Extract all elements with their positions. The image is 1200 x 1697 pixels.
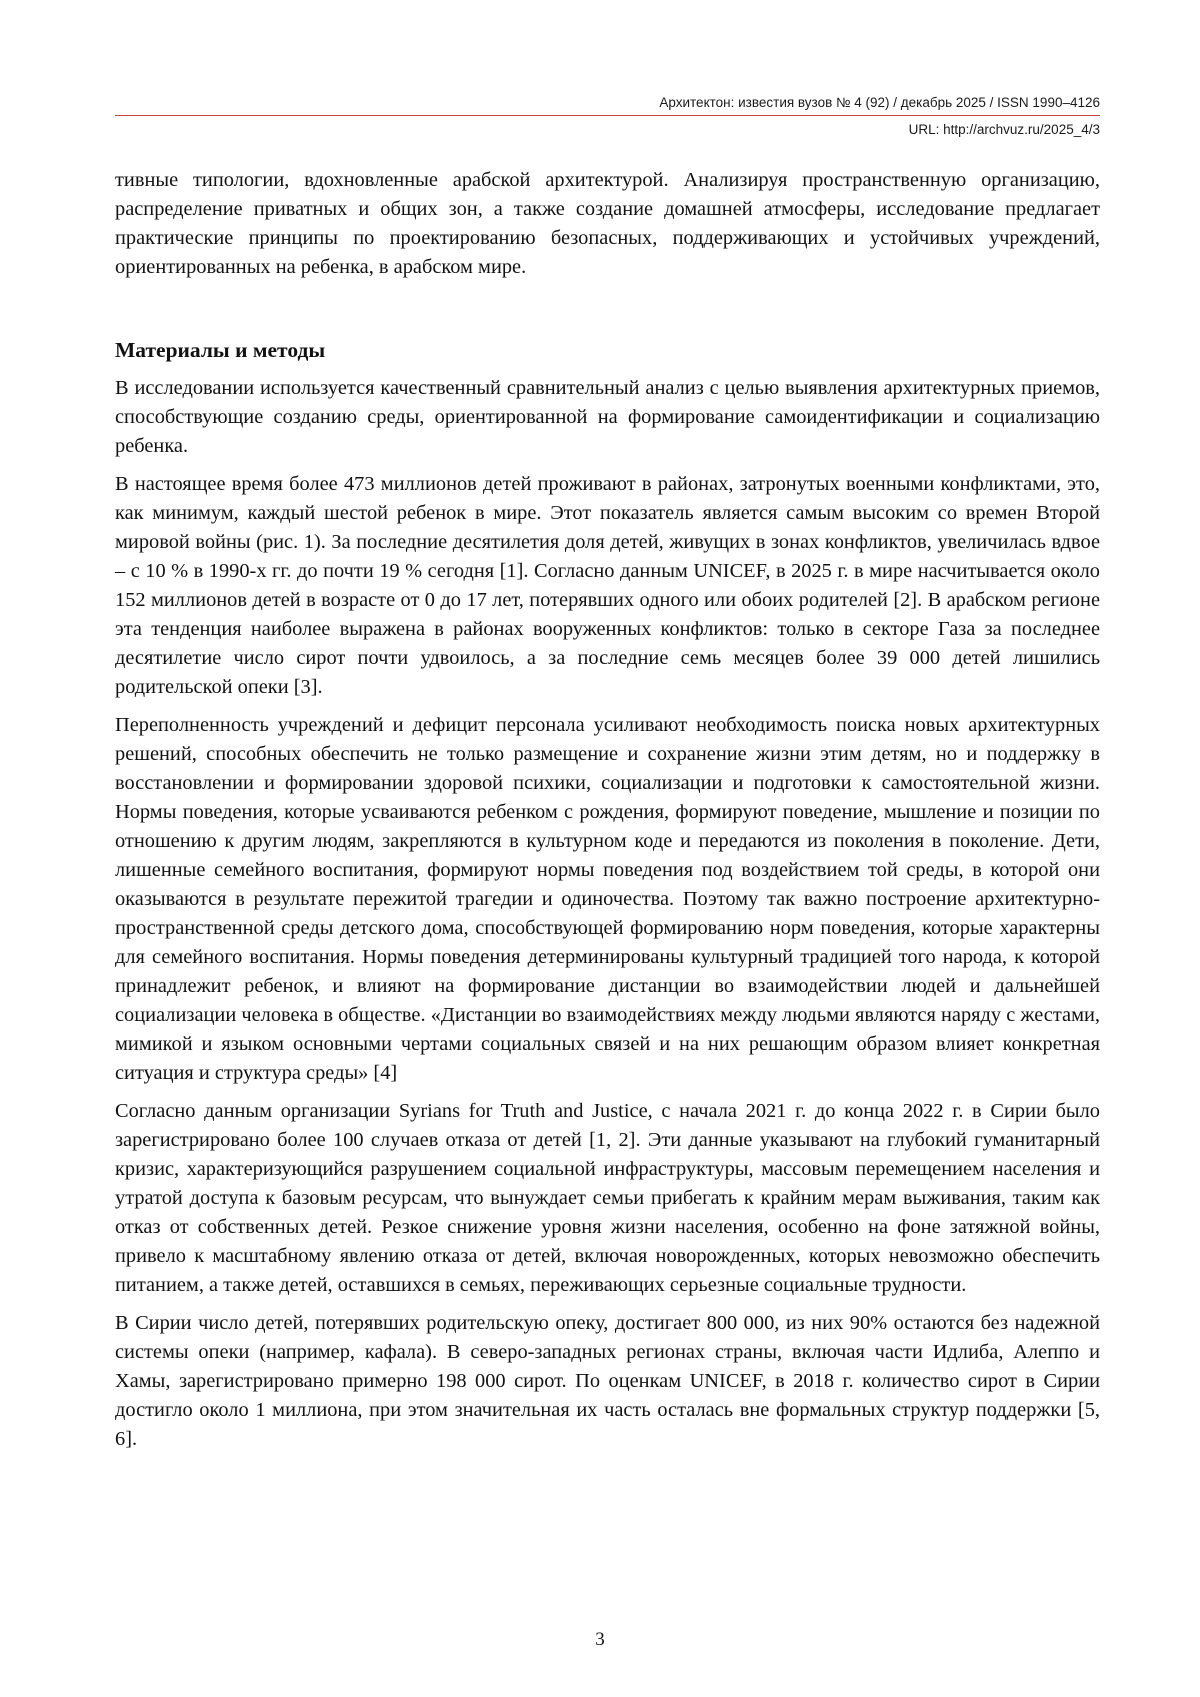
paragraph-2: В настоящее время более 473 миллионов детей проживают в районах, затронутых военными конфликтами, это, как минимум, каждый шестой ребенок в мире. Этот показатель является самым высоким со времен Второй мировой войны (рис. 1). За последние десятилетия доля детей, живущих в зонах конфликтов, увеличилась вдвое – с 10 % в 1990-х гг. до почти 19 % сегодня [1]. Согласно данным UNICEF, в 2025 г. в мире насчитывается около 152 миллионов детей в возрасте от 0 до 17 лет, потерявших одного или обоих родителей [2]. В арабском регионе эта тенденция наиболее выражена в районах вооруженных конфликтов: только в секторе Газа за последнее десятилетие число сирот почти удвоилось, а за последние семь месяцев более 39 000 детей лишились родительской опеки [3]. bbox=[115, 473, 1100, 698]
page-number: 3 bbox=[595, 1629, 605, 1650]
header-rule bbox=[115, 115, 1100, 116]
paragraph-3: Переполненность учреждений и дефицит персонала усиливают необходимость поиска новых архитектурных решений, способных обеспечить не только размещение и сохранение жизни этим детям, но и поддержку в восстановлении и формировании здоровой психики, социализации и подготовки к самостоятельной жизни. Нормы поведения, которые усваиваются ребенком с рождения, формируют поведение, мышление и позиции по отношению к другим людям, закрепляются в культурном коде и передаются из поколения в поколение. Дети, лишенные семейного воспитания, формируют нормы поведения под воздействием той среды, в которой они оказываются в результате пережитой трагедии и одиночества. Поэтому так важно построение архитектурно-пространственной среды детского дома, способствующей формированию норм поведения, которые характерны для семейного воспитания. Нормы поведения детерминированы культурный традицией того народа, к которой принадлежит ребенок, и влияют на формирование дистанции во взаимодействии людей и дальнейшей социализации человека в обществе. «Дистанции во взаимодействиях между людьми являются наряду с жестами, мимикой и языком основными чертами социальных связей и на них решающим образом влияет конкретная ситуация и структура среды» [4] bbox=[115, 714, 1100, 1084]
article-url: URL: http://archvuz.ru/2025_4/3 bbox=[908, 122, 1100, 137]
running-header bbox=[115, 94, 1100, 139]
journal-citation: Архитектон: известия вузов № 4 (92) / декабрь 2025 / ISSN 1990–4126 bbox=[659, 95, 1100, 110]
article-body bbox=[115, 166, 1100, 1463]
paragraph-1: В исследовании используется качественный сравнительный анализ с целью выявления архитектурных приемов, способствующие созданию среды, ориентированной на формирование самоидентификации и социализацию ребенка. bbox=[115, 377, 1100, 457]
paragraph-4: Согласно данным организации Syrians for Truth and Justice, с начала 2021 г. до конца 2022 г. в Сирии было зарегистрировано более 100 случаев отказа от детей [1, 2]. Эти данные указывают на глубокий гуманитарный кризис, характеризующийся разрушением социальной инфраструктуры, массовым перемещением населения и утратой доступа к базовым ресурсам, что вынуждает семьи прибегать к крайним мерам выживания, таким как отказ от собственных детей. Резкое снижение уровня жизни населения, особенно на фоне затяжной войны, привело к масштабному явлению отказа от детей, включая новорожденных, которых невозможно обеспечить питанием, а также детей, оставшихся в семьях, переживающих серьезные социальные трудности. bbox=[115, 1100, 1100, 1296]
intro-paragraph: тивные типологии, вдохновленные арабской архитектурой. Анализируя пространственную организацию, распределение приватных и общих зон, а также создание домашней атмосферы, исследование предлагает практические принципы по проектированию безопасных, поддерживающих и устойчивых учреждений, ориентированных на ребенка, в арабском мире. bbox=[115, 169, 1100, 278]
section-heading: Материалы и методы bbox=[115, 338, 326, 362]
paragraph-5: В Сирии число детей, потерявших родительскую опеку, достигает 800 000, из них 90% остаются без надежной системы опеки (например, кафала). В северо-западных регионах страны, включая части Идлиба, Алеппо и Хамы, зарегистрировано примерно 198 000 сирот. По оценкам UNICEF, в 2018 г. количество сирот в Сирии достигло около 1 миллиона, при этом значительная их часть осталась вне формальных структур поддержки [5, 6]. bbox=[115, 1312, 1100, 1450]
